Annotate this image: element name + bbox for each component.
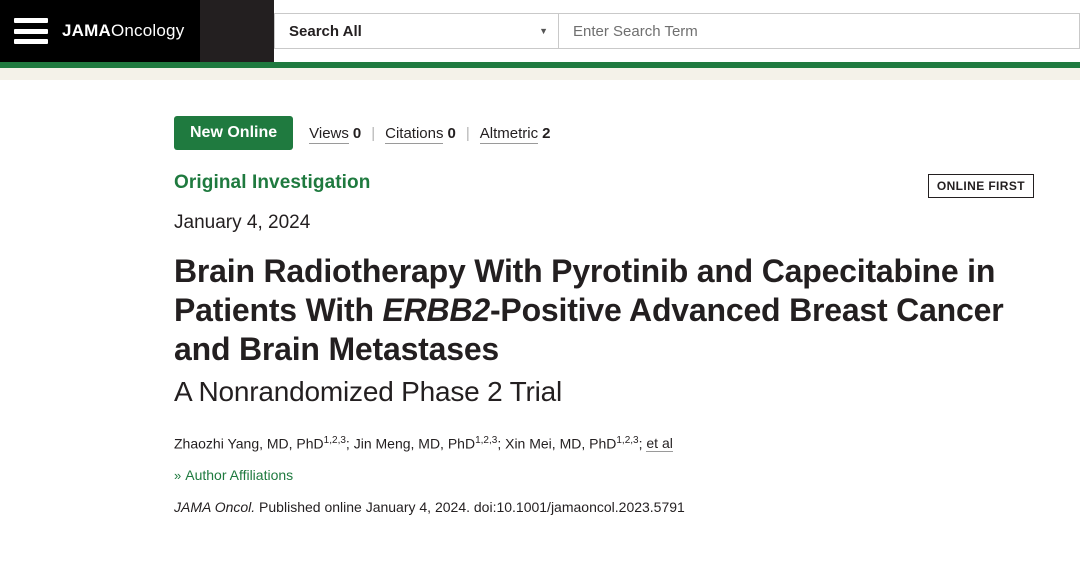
article-title-part2: -Positive Advanced Breast Cancer and Brain Metastases — [174, 292, 1004, 368]
author-name[interactable]: Zhaozhi Yang, MD, PhD — [174, 435, 324, 452]
metric-separator: | — [465, 124, 470, 142]
author-separator: ; — [345, 435, 354, 452]
author-affiliation-marker: 1,2,3 — [475, 434, 498, 446]
article-header-block — [0, 80, 1080, 515]
brand-primary: JAMA — [62, 21, 111, 40]
author-separator: ; — [638, 435, 647, 452]
metric-views-label[interactable]: Views — [309, 124, 349, 142]
metric-altmetric-label[interactable]: Altmetric — [479, 124, 539, 142]
online-first-badge: ONLINE FIRST — [928, 174, 1034, 198]
search-area — [200, 0, 1080, 62]
publication-date: January 4, 2024 — [174, 212, 311, 233]
metrics-row — [174, 116, 1034, 150]
site-logo[interactable] — [62, 21, 184, 41]
brand-block — [0, 0, 200, 62]
metric-altmetric-value: 2 — [542, 124, 551, 142]
author-affiliations-toggle[interactable] — [174, 467, 1034, 483]
hamburger-menu-icon[interactable] — [14, 18, 48, 44]
author-name[interactable]: Jin Meng, MD, PhD — [353, 435, 476, 452]
author-name[interactable]: Xin Mei, MD, PhD — [505, 435, 617, 452]
author-affiliation-marker: 1,2,3 — [616, 434, 639, 446]
metric-citations-label[interactable]: Citations — [385, 124, 444, 142]
chevron-down-icon: ▼ — [539, 25, 548, 36]
metric-citations[interactable] — [385, 125, 456, 142]
author-list — [174, 433, 1034, 455]
metric-views-value: 0 — [352, 124, 362, 142]
article-subtitle: A Nonrandomized Phase 2 Trial — [174, 376, 562, 408]
site-header — [0, 0, 1080, 62]
et-al-link[interactable]: et al — [646, 435, 673, 452]
citation-line — [174, 499, 1034, 515]
metric-altmetric[interactable] — [480, 125, 551, 142]
author-separator: ; — [497, 435, 506, 452]
metric-citations-value: 0 — [447, 124, 456, 142]
page-title — [174, 252, 1034, 409]
search-scope-value: Search All — [289, 22, 362, 40]
brand-secondary: Oncology — [110, 21, 185, 40]
author-affiliation-marker: 1,2,3 — [323, 434, 346, 446]
double-chevron-right-icon: » — [174, 468, 182, 484]
article-type[interactable]: Original Investigation — [174, 172, 371, 193]
new-online-badge: New Online — [174, 116, 293, 150]
citation-journal: JAMA Oncol. — [174, 499, 256, 516]
cream-divider-bar — [0, 68, 1080, 80]
article-type-row — [174, 172, 1034, 198]
search-input[interactable] — [559, 13, 1080, 49]
author-affiliations-label: Author Affiliations — [185, 467, 294, 484]
search-scope-select[interactable] — [274, 13, 559, 49]
article-title-part1: Brain Radiotherapy With Pyrotinib and Capecitabine in Patients With — [174, 253, 996, 329]
metric-separator: | — [371, 124, 376, 142]
article-title-gene: ERBB2 — [382, 292, 490, 329]
header-dark-strip — [200, 0, 274, 62]
citation-details: Published online January 4, 2024. doi:10.1001/jamaoncol.2023.5791 — [255, 499, 685, 516]
metric-views[interactable] — [309, 125, 361, 142]
